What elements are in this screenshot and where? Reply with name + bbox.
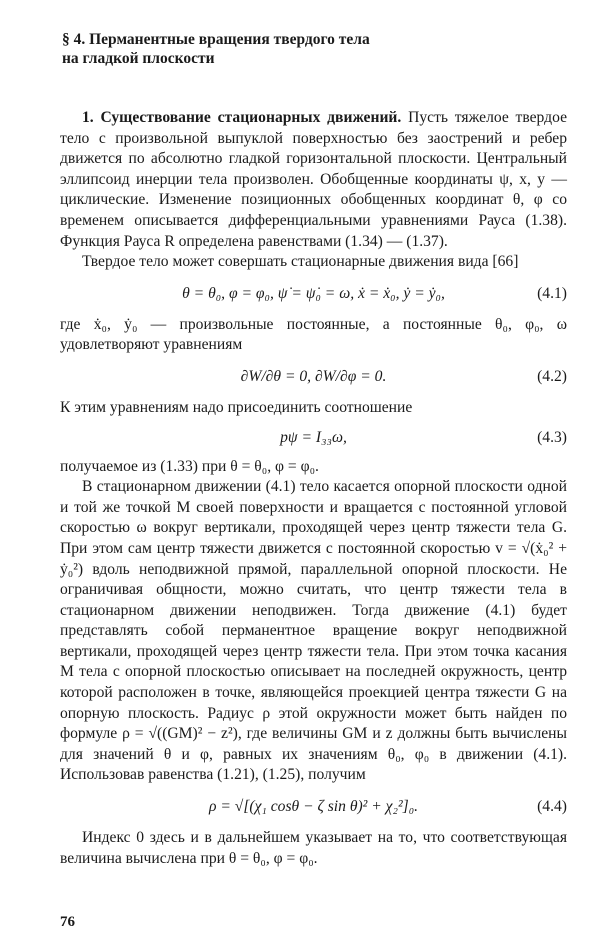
equation-4-1-body: θ = θ₀, φ = φ₀, ψ̇ = ψ̇₀ = ω, ẋ = ẋ₀, ẏ = ẏ₀, (182, 284, 445, 302)
equation-4-4-body: ρ = √[(χ₁ cosθ − ζ sin θ)² + χ₂²]₀. (208, 798, 419, 816)
equation-4-1 (60, 279, 567, 309)
paragraph-3: где ẋ₀, ẏ₀ — произвольные постоянные, а постоянные θ₀, φ₀, ω удовлетворяют уравнениям (60, 315, 567, 354)
paragraph-1-text: Пусть тяжелое твердое тело с произвольной выпуклой поверхностью без заострений и ребер движется по абсолютно гладкой горизонтальной плоскости. Центральный эллипсоид инерции тела произволен. Обобщенные координаты ψ, x, y — циклические. Изменение позиционных обобщенных координат θ, φ со временем описывается дифференциальными уравнениями Рауса (1.38). Функция Рауса R определена равенствами (1.34) — (1.37). (60, 109, 567, 250)
paragraph-4: К этим уравнениям надо присоединить соотношение (60, 398, 413, 416)
section-title (60, 30, 567, 68)
equation-4-2-body: ∂W/∂θ = 0, ∂W/∂φ = 0. (240, 367, 387, 385)
equation-4-4-number: (4.4) (537, 798, 567, 816)
equation-4-3-number: (4.3) (537, 428, 567, 446)
equation-4-1-number: (4.1) (537, 284, 567, 302)
paragraph-1-heading: 1. Существование стационарных движений. (82, 109, 402, 126)
section-title-line1: § 4. Перманентные вращения твердого тела (62, 31, 370, 48)
paragraph-5: получаемое из (1.33) при θ = θ₀, φ = φ₀. (60, 457, 319, 475)
paragraph-1 (60, 108, 567, 252)
section-title-line2: на гладкой плоскости (62, 50, 215, 67)
equation-4-3-body: pψ = I₃₃ω, (280, 428, 347, 446)
paragraph-2: Твердое тело может совершать стационарные движения вида [66] (82, 253, 519, 271)
paragraph-7: Индекс 0 здесь и в дальнейшем указывает на то, что соответствующая величина вычислена при θ = θ₀, φ = φ₀. (60, 829, 567, 867)
paragraph-6: В стационарном движении (4.1) тело касается опорной плоскости одной и той же точкой M своей поверхности и вращается с постоянной угловой скоростью ω вокруг вертикали, проходящей через центр тяжести тела G. При этом сам центр тяжести движется с постоянной скоростью v = √(ẋ₀² + ẏ₀²) вдоль неподвижной прямой, параллельной опорной плоскости. Не ограничивая общности, можно считать, что центр тяжести тела в стационарном движении неподвижен. Тогда движение (4.1) будет представлять собой перманентное вращение вокруг неподвижной вертикали, проходящей через центр тяжести тела. При этом точка касания M тела с опорной плоскостью описывает на последней окружность, центр которой расположен в точке, являющейся проекцией центра тяжести G на опорную плоскость. Радиус ρ этой окружности может быть найден по формуле ρ = √((GM)² − z²), где величины GM и z должны быть вычислены для значений θ и φ, равных их значениям θ₀, φ₀ в движении (4.1). Использовав равенства (1.21), (1.25), получим (60, 478, 567, 784)
equation-4-2-number: (4.2) (537, 367, 567, 385)
equation-4-3 (60, 425, 567, 451)
page-number: 76 (60, 914, 75, 930)
equation-4-2 (60, 362, 567, 392)
equation-4-4 (60, 792, 567, 822)
